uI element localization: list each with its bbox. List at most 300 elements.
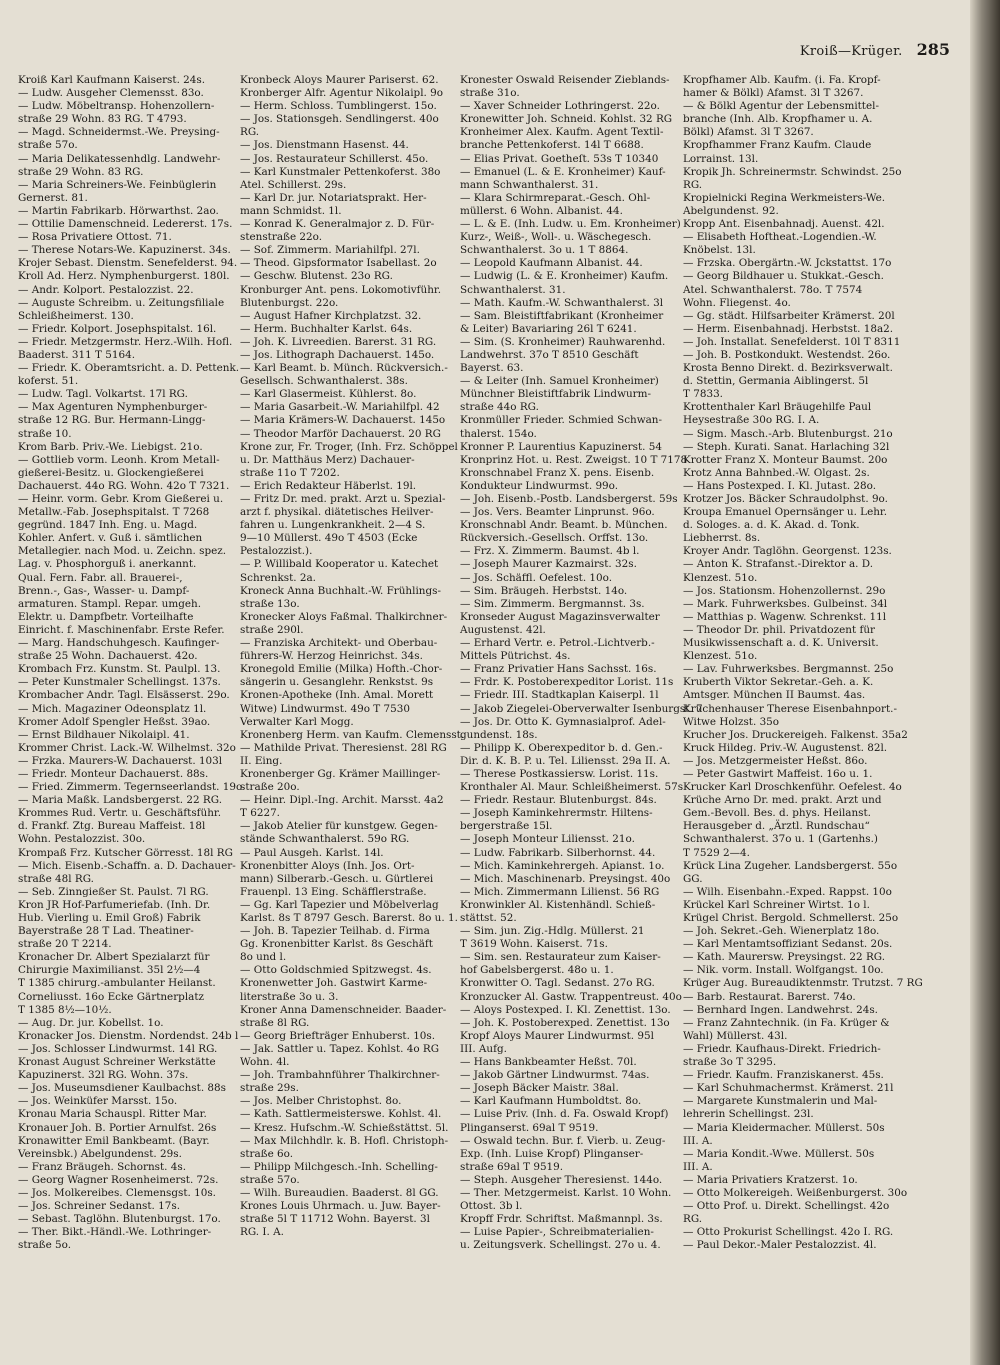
directory-entry-line: Kroneck Anna Buchhalt.-W. Frühlings- [240,584,441,597]
directory-entry-line: — Philipp Milchgesch.-Inh. Schelling- [240,1160,438,1173]
directory-entry-line: — August Hafner Kirchplatzst. 32. [240,309,422,322]
directory-entry-line: — Paul Ausgeh. Karlst. 14l. [240,846,384,859]
directory-entry-line: & Leiter) Bavariaring 26l T 6241. [460,322,637,335]
directory-entry-line: Kronenberg Herm. van Kaufm. Clemensst. [240,728,465,741]
directory-entry-line: — Mark. Fuhrwerksbes. Gulbeinst. 34l [683,597,888,610]
directory-entry-line: Krückel Karl Schreiner Wirtst. 1o l. [683,898,870,911]
directory-entry-line: Dir. d. K. B. P. u. Tel. Liliensst. 29a II. A. [460,754,671,767]
directory-entry-line: — Ludwig (L. & E. Kronheimer) Kaufm. [460,270,669,283]
directory-entry-line: straße 8l RG. [240,1016,310,1029]
directory-entry-line: Mittels Pütrichst. 4s. [460,650,571,663]
directory-entry-line: — Frzka. Maurers-W. Dachauerst. 103l [18,754,223,767]
directory-entry-line: — Xaver Schneider Lothringerst. 22o. [460,100,660,113]
directory-entry-line: — Herm. Buchhalter Karlst. 64s. [240,322,413,335]
directory-entry-line: — Jos. Stationsgeh. Sendlingerst. 40o [240,113,439,126]
directory-entry-line: Kroiß Karl Kaufmann Kaiserst. 24s. [18,74,206,86]
directory-entry-line: — Maria Maßk. Landsbergerst. 22 RG. [18,794,222,807]
directory-entry-line: — Karl Dr. jur. Notariatsprakt. Her- [240,191,427,204]
directory-entry-line: Wohn. Pestalozzist. 30o. [18,833,146,846]
directory-entry-line: Wohn. Fliegenst. 4o. [683,296,791,309]
directory-entry-line: — Theod. Gipsformator Isabellast. 2o [240,257,437,270]
directory-entry-line: — Joh. K. Livreedien. Barerst. 31 RG. [240,335,437,348]
directory-entry-line: — Jos. Dr. Otto K. Gymnasialprof. Adel- [460,715,666,728]
directory-entry-line: Lag. v. Phosphorguß i. anerkannt. [18,558,197,571]
directory-entry-line: Kronen-Apotheke (Inh. Amal. Morett [240,689,434,702]
directory-entry-line: Metallegier. nach Mod. u. Zeichn. spez. [18,545,227,558]
directory-entry-line: fahren u. Lungenkrankheit. 2—4 S. [240,519,426,532]
directory-entry-line: — Fritz Dr. med. prakt. Arzt u. Spezial- [240,493,446,505]
directory-entry-line: — Andr. Kolport. Pestalozzist. 22. [18,283,194,296]
directory-entry-line: — L. & E. (Inh. Ludw. u. Em. Kronheimer) [460,218,681,231]
directory-entry-line: — Mich. Maschinenarb. Preysingst. 40o [460,872,671,885]
directory-entry-line: Kronenbitter Aloys (Inh. Jos. Ort- [240,859,415,872]
directory-entry-line: — Klara Schirmreparat.-Gesch. Ohl- [460,191,651,204]
directory-entry-line: — Sim. (S. Kronheimer) Rauhwarenhd. [460,335,666,348]
directory-entry-line: Krojer Sebast. Dienstm. Senefelderst. 94. [18,257,238,270]
directory-entry-line: Kronheimer Alex. Kaufm. Agent Textil- [460,126,664,139]
directory-entry-line: Elektr. u. Dampfbetr. Vorteilhafte [18,610,194,623]
directory-entry-line: Kronbeck Aloys Maurer Pariserst. 62. [240,74,439,86]
directory-entry-line: — Maria Krämers-W. Dachauerst. 145o [240,414,446,427]
directory-entry-line: Kronmüller Frieder. Schmied Schwan- [460,414,662,427]
directory-entry-line: Kronacher Dr. Albert Spezialarzt für [18,951,210,964]
directory-entry-line: Verwalter Karl Mogg. [240,715,354,728]
directory-entry-line: T 3619 Wohn. Kaiserst. 71s. [460,938,608,951]
directory-entry-line: GG. [683,872,703,885]
directory-entry-line: hof Gabelsbergerst. 48o u. 1. [460,964,614,977]
directory-entry-line: Kropielnicki Regina Werkmeisters-We. [683,191,886,204]
directory-entry-line: — Herm. Eisenbahnadj. Herbstst. 18a2. [683,322,894,335]
directory-entry-line: Amtsger. München II Baumst. 4as. [683,689,866,702]
directory-entry-line: — Joh. Installat. Senefelderst. 10l T 8311 [683,335,901,348]
directory-entry-line: — Heinr. vorm. Gebr. Krom Gießerei u. [18,493,224,505]
directory-entry-line: Liebherrst. 8s. [683,532,761,545]
directory-entry-line: Exp. (Inh. Luise Kropf) Plinganser- [460,1147,644,1160]
directory-entry-line: Bayerstraße 28 T Lad. Theatiner- [18,925,194,938]
directory-entry-line: RG. I. A. [240,1226,284,1239]
directory-entry-line: Kronwinkler Al. Kistenhändl. Schieß- [460,898,656,911]
directory-entry-line: — Jos. Weinküfer Marsst. 15o. [18,1095,178,1108]
directory-entry-line: Kroyer Andr. Taglöhn. Georgenst. 123s. [683,545,892,558]
directory-entry-line: T 7529 2—4. [683,846,750,859]
directory-entry-line: straße 11o T 7202. [240,466,340,479]
directory-entry-line: — Rosa Privatiere Ottost. 71. [18,231,172,244]
directory-entry-line: — Friedr. III. Stadtkaplan Kaiserpl. 1l [460,689,659,702]
directory-entry-line: — Georg Bildhauer u. Stukkat.-Gesch. [683,270,884,283]
directory-entry-line: straße 12 RG. Bur. Hermann-Lingg- [18,414,206,427]
directory-entry-line: Gernerst. 81. [18,191,88,204]
directory-entry-line: — Erich Redakteur Häberlst. 19l. [240,479,417,492]
directory-entry-line: — Joh. K. Postoberexped. Zenettist. 13o [460,1016,670,1029]
directory-entry-line: — Theodor Marför Dachauerst. 20 RG [240,427,441,440]
directory-entry-line: — Mich. Zimmermann Lilienst. 56 RG [460,885,660,898]
directory-entry-line: straße 29s. [240,1082,299,1095]
directory-entry-line: — Friedr. Restaur. Blutenburgst. 84s. [460,794,657,807]
directory-entry-line: — Ther. Metzgermeist. Karlst. 10 Wohn. [460,1186,672,1199]
directory-entry-line: Frauenpl. 13 Eing. Schäfflerstraße. [240,885,427,898]
directory-entry-line: Kronecker Aloys Faßmal. Thalkirchner- [240,610,448,623]
directory-entry-line: Kropik Jh. Schreinermstr. Schwindst. 25o [683,165,902,178]
directory-entry-line: Kronwitter O. Tagl. Sedanst. 27o RG. [460,977,655,990]
directory-entry-line: Schleißheimerst. 130. [18,309,134,322]
directory-entry-line: Herausgeber d. „Ärztl. Rundschau“ [683,820,870,833]
directory-entry-line: — Jos. Schreiner Sedanst. 17s. [18,1200,181,1213]
directory-entry-line: — Theodor Dr. phil. Privatdozent für [683,623,875,636]
directory-entry-line: — Joh. Trambahnführer Thalkirchner- [240,1069,440,1082]
directory-entry-line: d. Stettin, Germania Aiblingerst. 5l [683,375,869,388]
directory-entry-line: Krommes Rud. Vertr. u. Geschäftsführ. [18,807,222,820]
directory-entry-line: — Ther. Bikt.-Händl.-We. Lothringer- [18,1226,212,1239]
directory-entry-line: — Math. Kaufm.-W. Schwanthalerst. 3l [460,296,664,309]
directory-entry-line: Krone zur, Fr. Troger, (Inh. Frz. Schöppel [240,440,458,453]
directory-entry-line: Wohn. 4l. [240,1056,290,1069]
directory-entry-line: — Fried. Zimmerm. Tegernseerlandst. 19o [18,781,243,794]
directory-entry-line: — Jos. Dienstmann Hasenst. 44. [240,139,409,152]
column-1 [18,74,243,1252]
directory-entry-line: T 1385 chirurg.-ambulanter Heilanst. [18,977,216,990]
directory-entry-line: straße 25 Wohn. Dachauerst. 42o. [18,650,198,663]
directory-entry-line: — Jakob Ziegelei-Oberverwalter Isenburgst. 7 [460,702,703,715]
directory-entry-line: — Sim. Bräugeh. Herbstst. 14o. [460,584,628,597]
directory-entry-line: Kropfhamer Alb. Kaufm. (i. Fa. Kropf- [683,74,881,86]
directory-entry-line: — Franz Bräugeh. Schornst. 4s. [18,1160,187,1173]
directory-entry-line: Kronzucker Al. Gastw. Trappentreust. 40o [460,990,682,1003]
directory-entry-line: sängerin u. Gesanglehr. Renkstst. 9s [240,676,434,689]
directory-entry-line: — Geschw. Blutenst. 23o RG. [240,270,393,283]
directory-entry-line: — & Leiter (Inh. Samuel Kronheimer) [460,375,659,388]
directory-entry-line: — Sigm. Masch.-Arb. Blutenburgst. 21o [683,427,893,440]
directory-entry-line: — Herm. Schloss. Tumblingerst. 15o. [240,100,437,113]
directory-entry-line: — Friedr. Kaufm. Franziskanerst. 45s. [683,1069,884,1082]
directory-entry-line: — Ludw. Tagl. Volkartst. 17l RG. [18,388,188,401]
directory-entry-line: — Margarete Kunstmalerin und Mal- [683,1095,878,1108]
directory-entry-line: Kondukteur Lindwurmst. 99o. [460,479,619,492]
directory-entry-line: Kronenberger Gg. Krämer Maillinger- [240,767,441,780]
directory-entry-line: — Mich. Kaminkehrergeh. Apianst. 1o. [460,859,665,872]
directory-entry-line: — Oswald techn. Bur. f. Vierb. u. Zeug- [460,1134,666,1147]
directory-entry-line: Einricht. f. Maschinenfabr. Erste Refer. [18,623,225,636]
directory-entry-line: — Matthias p. Wagenw. Schrenkst. 11l [683,610,887,623]
directory-entry-line: Wahl) Müllerst. 43l. [683,1029,788,1042]
directory-entry-line: Gesellsch. Schwanthalerst. 38s. [240,375,408,388]
directory-entry-line: Krotter Franz X. Monteur Baumst. 20o [683,453,888,466]
directory-entry-line: stände Schwanthalerst. 59o RG. [240,833,410,846]
directory-entry-line: — Max Milchhdlr. k. B. Hofl. Christoph- [240,1134,449,1147]
directory-entry-line: Krombach Frz. Kunstm. St. Paulpl. 13. [18,663,221,676]
directory-entry-line: straße 57o. [18,139,78,152]
directory-entry-line: Gem.-Bevoll. Bes. d. phys. Heilanst. [683,807,871,820]
directory-entry-line: — Friedr. Monteur Dachauerst. 88s. [18,767,209,780]
directory-entry-line: Chirurgie Maximilianst. 35l 2½—4 [18,964,201,977]
directory-entry-line: straße 44o RG. [460,401,539,414]
directory-entry-line: stättst. 52. [460,912,517,924]
directory-entry-line: Kronburger Ant. pens. Lokomotivführ. [240,283,442,296]
directory-entry-line: Krotzer Jos. Bäcker Schraudolphst. 9o. [683,493,888,505]
directory-entry-line: — Anton K. Strafanst.-Direktor a. D. [683,558,874,571]
directory-entry-line: — Friedr. Metzgermstr. Herz.-Wilh. Hofl. [18,335,233,348]
directory-entry-line: Atel. Schwanthalerst. 78o. T 7574 [683,283,863,296]
directory-entry-line: Abelgundenst. 92. [683,204,779,217]
directory-entry-line: Vereinsbk.) Abelgundenst. 29s. [18,1147,182,1160]
directory-entry-line: — Jos. Molkereibes. Clemensgst. 10s. [18,1186,216,1199]
directory-entry-line: — Sim. Zimmerm. Bergmannst. 3s. [460,597,645,610]
directory-entry-line: — Seb. Zinngießer St. Paulst. 7l RG. [18,885,209,898]
directory-entry-line: — Joseph Bäcker Maistr. 38al. [460,1082,619,1095]
directory-entry-line: u. Dr. Matthäus Merz) Dachauer- [240,453,415,466]
directory-entry-line: — Maria Delikatessenhdlg. Landwehr- [18,152,221,165]
directory-entry-line: straße 20 T 2214. [18,938,112,951]
directory-entry-line: — Heinr. Dipl.-Ing. Archit. Marsst. 4a2 [240,794,444,807]
directory-entry-line: — Karl Glasermeist. Kühlerst. 8o. [240,388,417,401]
directory-entry-line: mann) Silberarb.-Gesch. u. Gürtlerei [240,872,434,885]
directory-entry-line: — Auguste Schreibm. u. Zeitungsfiliale [18,296,225,309]
directory-entry-line: — Sam. Bleistiftfabrikant (Kronheimer [460,309,664,322]
directory-entry-line: Landwehrst. 37o T 8510 Geschäft [460,348,639,361]
directory-entry-line: Kronprinz Hot. u. Rest. Zweigst. 10 T 7178 [460,453,688,466]
directory-entry-line: Kruberth Viktor Sekretar.-Geh. a. K. [683,676,874,689]
directory-entry-line: — Martin Fabrikarb. Hörwarthst. 2ao. [18,204,219,217]
directory-entry-line: III. Aufg. [460,1042,507,1055]
directory-entry-line: straße 69al T 9519. [460,1160,564,1173]
directory-entry-line: straße 6o. [240,1147,294,1160]
directory-entry-line: — Mathilde Privat. Theresienst. 28l RG [240,741,447,754]
directory-entry-line: — Philipp K. Oberexpeditor b. d. Gen.- [460,741,663,754]
directory-entry-line: — Karl Schuhmachermst. Krämerst. 21l [683,1082,894,1095]
directory-entry-line: arzt f. physikal. diätetisches Heilver- [240,506,434,519]
column-2 [240,74,465,1239]
directory-entry-line: — Luise Priv. (Inh. d. Fa. Oswald Kropf) [460,1108,669,1121]
directory-entry-line: — Joh. Eisenb.-Postb. Landsbergerst. 59s [460,493,678,505]
directory-entry-line: — Jos. Schlosser Lindwurmst. 14l RG. [18,1042,218,1055]
directory-entry-line: — Gg. städt. Hilfsarbeiter Krämerst. 20l [683,309,895,322]
directory-entry-line: Schwanthalerst. 31. [460,283,566,296]
directory-entry-line: Kronast August Schreiner Werkstätte [18,1056,216,1069]
directory-entry-line: RG. [240,126,260,139]
directory-entry-line: straße 57o. [240,1173,300,1186]
directory-entry-line: — Sim. jun. Zig.-Hdlg. Müllerst. 21 [460,925,645,938]
directory-entry-line: T 7833. [683,388,723,401]
directory-entry-line: Kropp Ant. Eisenbahnadj. Auenst. 42l. [683,218,885,231]
directory-entry-line: — Maria Privatiers Kratzerst. 1o. [683,1173,858,1186]
directory-entry-line: Krones Louis Uhrmach. u. Juw. Bayer- [240,1200,441,1213]
directory-entry-line: — Jos. Vers. Beamter Linprunst. 96o. [460,506,655,519]
directory-entry-line: Kroll Ad. Herz. Nymphenburgerst. 180l. [18,270,230,283]
directory-entry-line: mann Schwanthalerst. 31. [460,178,599,191]
directory-entry-line: Kroupa Emanuel Opernsänger u. Lehr. [683,506,888,519]
directory-entry-line: Schwanthalerst. 37o u. 1 (Gartenhs.) [683,833,878,846]
directory-entry-line: II. Eing. [240,754,283,767]
directory-entry-line: straße 5l T 11712 Wohn. Bayerst. 3l [240,1213,430,1226]
directory-entry-line: — Gg. Karl Tapezier und Möbelverlag [240,898,439,911]
directory-entry-line: — Sof. Zimmerm. Mariahilfpl. 27l. [240,244,420,257]
directory-entry-line: — Bernhard Ingen. Landwehrst. 24s. [683,1003,878,1016]
directory-entry-line: mann Schmidst. 1l. [240,204,342,217]
directory-entry-line: gegründ. 1847 Inh. Eng. u. Magd. [18,519,198,532]
directory-entry-line: — Joseph Kaminkehrermstr. Hiltens- [460,807,653,820]
directory-entry-line: Kapuzinerst. 32l RG. Wohn. 37s. [18,1069,189,1082]
directory-entry-line: — Maria Gasarbeit.-W. Mariahilfpl. 42 [240,401,440,414]
directory-entry-line: Rückversich.-Gesellsch. Orffst. 13o. [460,532,649,545]
directory-entry-line: — Kath. Maurersw. Preysingst. 22 RG. [683,951,886,964]
directory-entry-line: — Joh. Sekret.-Geh. Wienerplatz 18o. [683,925,880,938]
directory-entry-line: straße 31o. [460,87,520,100]
directory-entry-line: RG. [683,1213,703,1226]
directory-entry-line: — Georg Wagner Rosenheimerst. 72s. [18,1173,219,1186]
directory-entry-line: Ottost. 3b l. [460,1200,523,1213]
directory-entry-line: literstraße 3o u. 3. [240,990,339,1003]
book-edge [970,0,1000,1365]
directory-entry-line: — Maria Kondit.-Wwe. Müllerst. 50s [683,1147,875,1160]
directory-entry-line: Dachauerst. 44o RG. Wohn. 42o T 7321. [18,479,230,492]
directory-entry-line: — Franz Privatier Hans Sachsst. 16s. [460,663,657,676]
directory-entry-line: d. Sologes. a. d. K. Akad. d. Tonk. [683,519,860,532]
directory-entry-line: Kronschnabel Franz X. pens. Eisenb. [460,466,655,479]
directory-entry-line: Klenzest. 51o. [683,650,758,663]
directory-entry-line: Krucker Karl Droschkenführ. Oefelest. 4o [683,781,902,794]
directory-entry-line: Krügel Christ. Bergold. Schmellerst. 25o [683,912,899,924]
directory-entry-line: — Jos. Metzgermeister Heßst. 86o. [683,754,868,767]
directory-entry-line: Krüche Arno Dr. med. prakt. Arzt und [683,794,882,807]
directory-entry-line: — Luise Papier-, Schreibmaterialien- [460,1226,654,1239]
directory-entry-line: Krottenthaler Karl Bräugehilfe Paul [683,401,872,414]
directory-entry-line: Krom Barb. Priv.-We. Liebigst. 21o. [18,440,203,453]
directory-entry-line: Krosta Benno Direkt. d. Bezirksverwalt. [683,362,893,375]
directory-entry-line: — Mich. Magaziner Odeonsplatz 1l. [18,702,207,715]
directory-entry-line: — Sim. sen. Restaurateur zum Kaiser- [460,951,661,964]
directory-entry-line: Kronschnabl Andr. Beamt. b. München. [460,519,668,532]
directory-entry-line: Krommer Christ. Lack.-W. Wilhelmst. 32o [18,741,236,754]
directory-entry-line: — Jos. Restaurateur Schillerst. 45o. [240,152,429,165]
directory-entry-line: Krotz Anna Bahnbed.-W. Olgast. 2s. [683,466,870,479]
directory-entry-line: Bayerst. 63. [460,362,524,375]
directory-entry-line: — Friedr. Kolport. Josephspitalst. 16l. [18,322,217,335]
directory-entry-line: lehrerin Schellingst. 23l. [683,1108,814,1121]
directory-entry-line: — Hans Bankbeamter Heßst. 70l. [460,1056,637,1069]
directory-entry-line: stenstraße 22o. [240,231,323,244]
directory-entry-line: bergerstraße 15l. [460,820,553,833]
directory-entry-line: — Friedr. Kaufhaus-Direkt. Friedrich- [683,1042,881,1055]
directory-entry-line: Schrenkst. 2a. [240,571,316,584]
directory-entry-line: Kromer Adolf Spengler Heßst. 39ao. [18,715,211,728]
directory-entry-line: — Friedr. K. Oberamtsricht. a. D. Pettenk. [18,362,240,375]
directory-entry-line: — Aug. Dr. jur. Kobellst. 1o. [18,1016,164,1029]
directory-entry-line: Kropfhammer Franz Kaufm. Claude [683,139,872,152]
directory-entry-line: — Lav. Fuhrwerksbes. Bergmannst. 25o [683,663,894,676]
directory-entry-line: thalerst. 154o. [460,427,537,440]
page-number: 285 [916,40,950,59]
directory-entry-line: Krück Lina Zugeher. Landsbergerst. 55o [683,859,898,872]
running-head: Kroiß—Krüger. [799,44,903,59]
directory-entry-line: — Wilh. Eisenbahn.-Exped. Rappst. 10o [683,885,892,898]
directory-entry-line: — Maria Kleidermacher. Müllerst. 50s [683,1121,885,1134]
directory-entry-line: — Kresz. Hufschm.-W. Schießstättst. 5l. [240,1121,449,1134]
directory-entry-line: straße 10. [18,427,72,440]
directory-entry-line: — Otto Goldschmied Spitzwegst. 4s. [240,964,432,977]
directory-entry-line: Baaderst. 311 T 5164. [18,348,136,361]
directory-entry-line: 9—10 Müllerst. 49o T 4503 (Ecke [240,532,418,545]
directory-entry-line: Kronau Maria Schauspl. Ritter Mar. [18,1108,207,1121]
directory-entry-line: III. A. [683,1160,713,1173]
directory-entry-line: — Kath. Sattlermeisterswe. Kohlst. 4l. [240,1108,442,1121]
directory-entry-line: — Aloys Postexped. I. Kl. Zenettist. 13o. [460,1003,671,1016]
directory-entry-line: Karlst. 8s T 8797 Gesch. Barerst. 8o u. 1. [240,912,458,924]
directory-entry-line: — Joseph Maurer Kazmairst. 32s. [460,558,637,571]
directory-entry-line: d. Frankf. Ztg. Bureau Maffeist. 18l [18,820,206,833]
directory-entry-line: Hub. Vierling u. Emil Groß) Fabrik [18,912,201,924]
directory-entry-line: Krombacher Andr. Tagl. Elsässerst. 29o. [18,689,230,702]
directory-entry-line: Metallw.-Fab. Josephspitalst. T 7268 [18,506,210,519]
directory-entry-line: — Frdr. K. Postoberexpeditor Lorist. 11s [460,676,674,689]
directory-entry-line: armaturen. Stampl. Repar. umgeh. [18,597,202,610]
directory-entry-line: Kronseder August Magazinsverwalter [460,610,660,623]
directory-entry-line: Plinganserst. 69al T 9519. [460,1121,599,1134]
directory-entry-line: Kronawitter Emil Bankbeamt. (Bayr. [18,1134,210,1147]
directory-entry-line: Kron JR Hof-Parfumeriefab. (Inh. Dr. [18,898,211,911]
directory-entry-line: hamer & Bölkl) Afamst. 3l T 3267. [683,87,864,100]
directory-entry-line: — Therese Postkassiersw. Lorist. 11s. [460,767,659,780]
directory-entry-line: Schwanthalerst. 3o u. 1 T 8864. [460,244,629,257]
directory-entry-line: Kronenwetter Joh. Gastwirt Karme- [240,977,428,990]
directory-entry-line: — Joseph Monteur Liliensst. 21o. [460,833,635,846]
directory-entry-line: Witwe) Lindwurmst. 49o T 7530 [240,702,410,715]
directory-entry-line: branche (Inh. Alb. Kropfhamer u. A. [683,113,873,126]
directory-entry-line: — Ludw. Fabrikarb. Silberhornst. 44. [460,846,656,859]
directory-entry-line: — Mich. Eisenb.-Schaffn. a. D. Dachauer- [18,859,236,872]
directory-entry-line: — Paul Dekor.-Maler Pestalozzist. 4l. [683,1239,877,1252]
directory-entry-line: — Karl Kaufmann Humboldtst. 8o. [460,1095,642,1108]
directory-entry-line: Krüger Aug. Bureaudiktenmstr. Trutzst. 7 RG [683,977,923,990]
directory-entry-line: — Hans Postexped. I. Kl. Jutast. 28o. [683,479,877,492]
directory-entry-line: — Jos. Schäffl. Oefelest. 10o. [460,571,613,584]
directory-entry-line: Heysestraße 30o RG. I. A. [683,414,820,427]
directory-entry-line: müllerst. 6 Wohn. Albanist. 44. [460,204,623,217]
directory-entry-line: Kruck Hildeg. Priv.-W. Augustenst. 82l. [683,741,888,754]
directory-entry-line: — Ernst Bildhauer Nikolaipl. 41. [18,728,190,741]
directory-entry-line: — Karl Kunstmaler Pettenkoferst. 38o [240,165,441,178]
directory-entry-line: Lorrainst. 13l. [683,152,759,165]
directory-entry-line: Klenzest. 51o. [683,571,758,584]
directory-entry-line: Kronthaler Al. Maur. Schleißheimerst. 57s [460,781,684,794]
directory-entry-line: — Jos. Lithograph Dachauerst. 145o. [240,348,435,361]
directory-entry-line: — Ludw. Möbeltransp. Hohenzollern- [18,100,215,113]
directory-entry-line: T 6227. [240,807,280,820]
directory-entry-line: Knöbelst. 13l. [683,244,756,257]
directory-entry-line: RG. [683,178,703,191]
directory-entry-line: — Karl Beamt. b. Münch. Rückversich.- [240,362,448,375]
directory-entry-line: Witwe Holzst. 35o [683,715,780,728]
directory-entry-line: 8o und l. [240,951,287,964]
directory-entry-line: — Wilh. Bureaudien. Baaderst. 8l GG. [240,1186,439,1199]
directory-entry-line: führers-W. Herzog Heinrichst. 34s. [240,650,423,663]
directory-entry-line: — Therese Notars-We. Kapuzinerst. 34s. [18,244,231,257]
directory-entry-line: — Jos. Museumsdiener Kaulbachst. 88s [18,1082,226,1095]
directory-entry-line: Kronberger Alfr. Agentur Nikolaipl. 9o [240,87,444,100]
directory-entry-line: gießerei-Besitz. u. Glockengießerei [18,466,204,479]
directory-entry-line: — Peter Kunstmaler Schellingst. 137s. [18,676,221,689]
directory-entry-line: — & Bölkl Agentur der Lebensmittel- [683,100,879,113]
directory-entry-line: — Gottlieb vorm. Leonh. Krom Metall- [18,453,220,466]
directory-entry-line: — Elisabeth Hoftheat.-Logendien.-W. [683,231,877,244]
directory-entry-line: koferst. 51. [18,375,79,388]
directory-entry-line: Musikwissenschaft a. d. K. Universit. [683,637,879,650]
directory-entry-line: straße 29 Wohn. 83 RG. T 4793. [18,113,187,126]
directory-entry-line: — Joh. B. Tapezier Teilhab. d. Firma [240,925,430,938]
directory-entry-line: Kronner P. Laurentius Kapuzinerst. 54 [460,440,662,453]
directory-entry-line: Gg. Kronenbitter Karlst. 8s Geschäft [240,938,433,951]
directory-entry-line: — Frz. X. Zimmerm. Baumst. 4b l. [460,545,640,558]
directory-entry-line: — Elias Privat. Goetheſt. 53s T 10340 [460,152,659,165]
directory-entry-line: — Otto Prof. u. Direkt. Schellingst. 42o [683,1200,890,1213]
